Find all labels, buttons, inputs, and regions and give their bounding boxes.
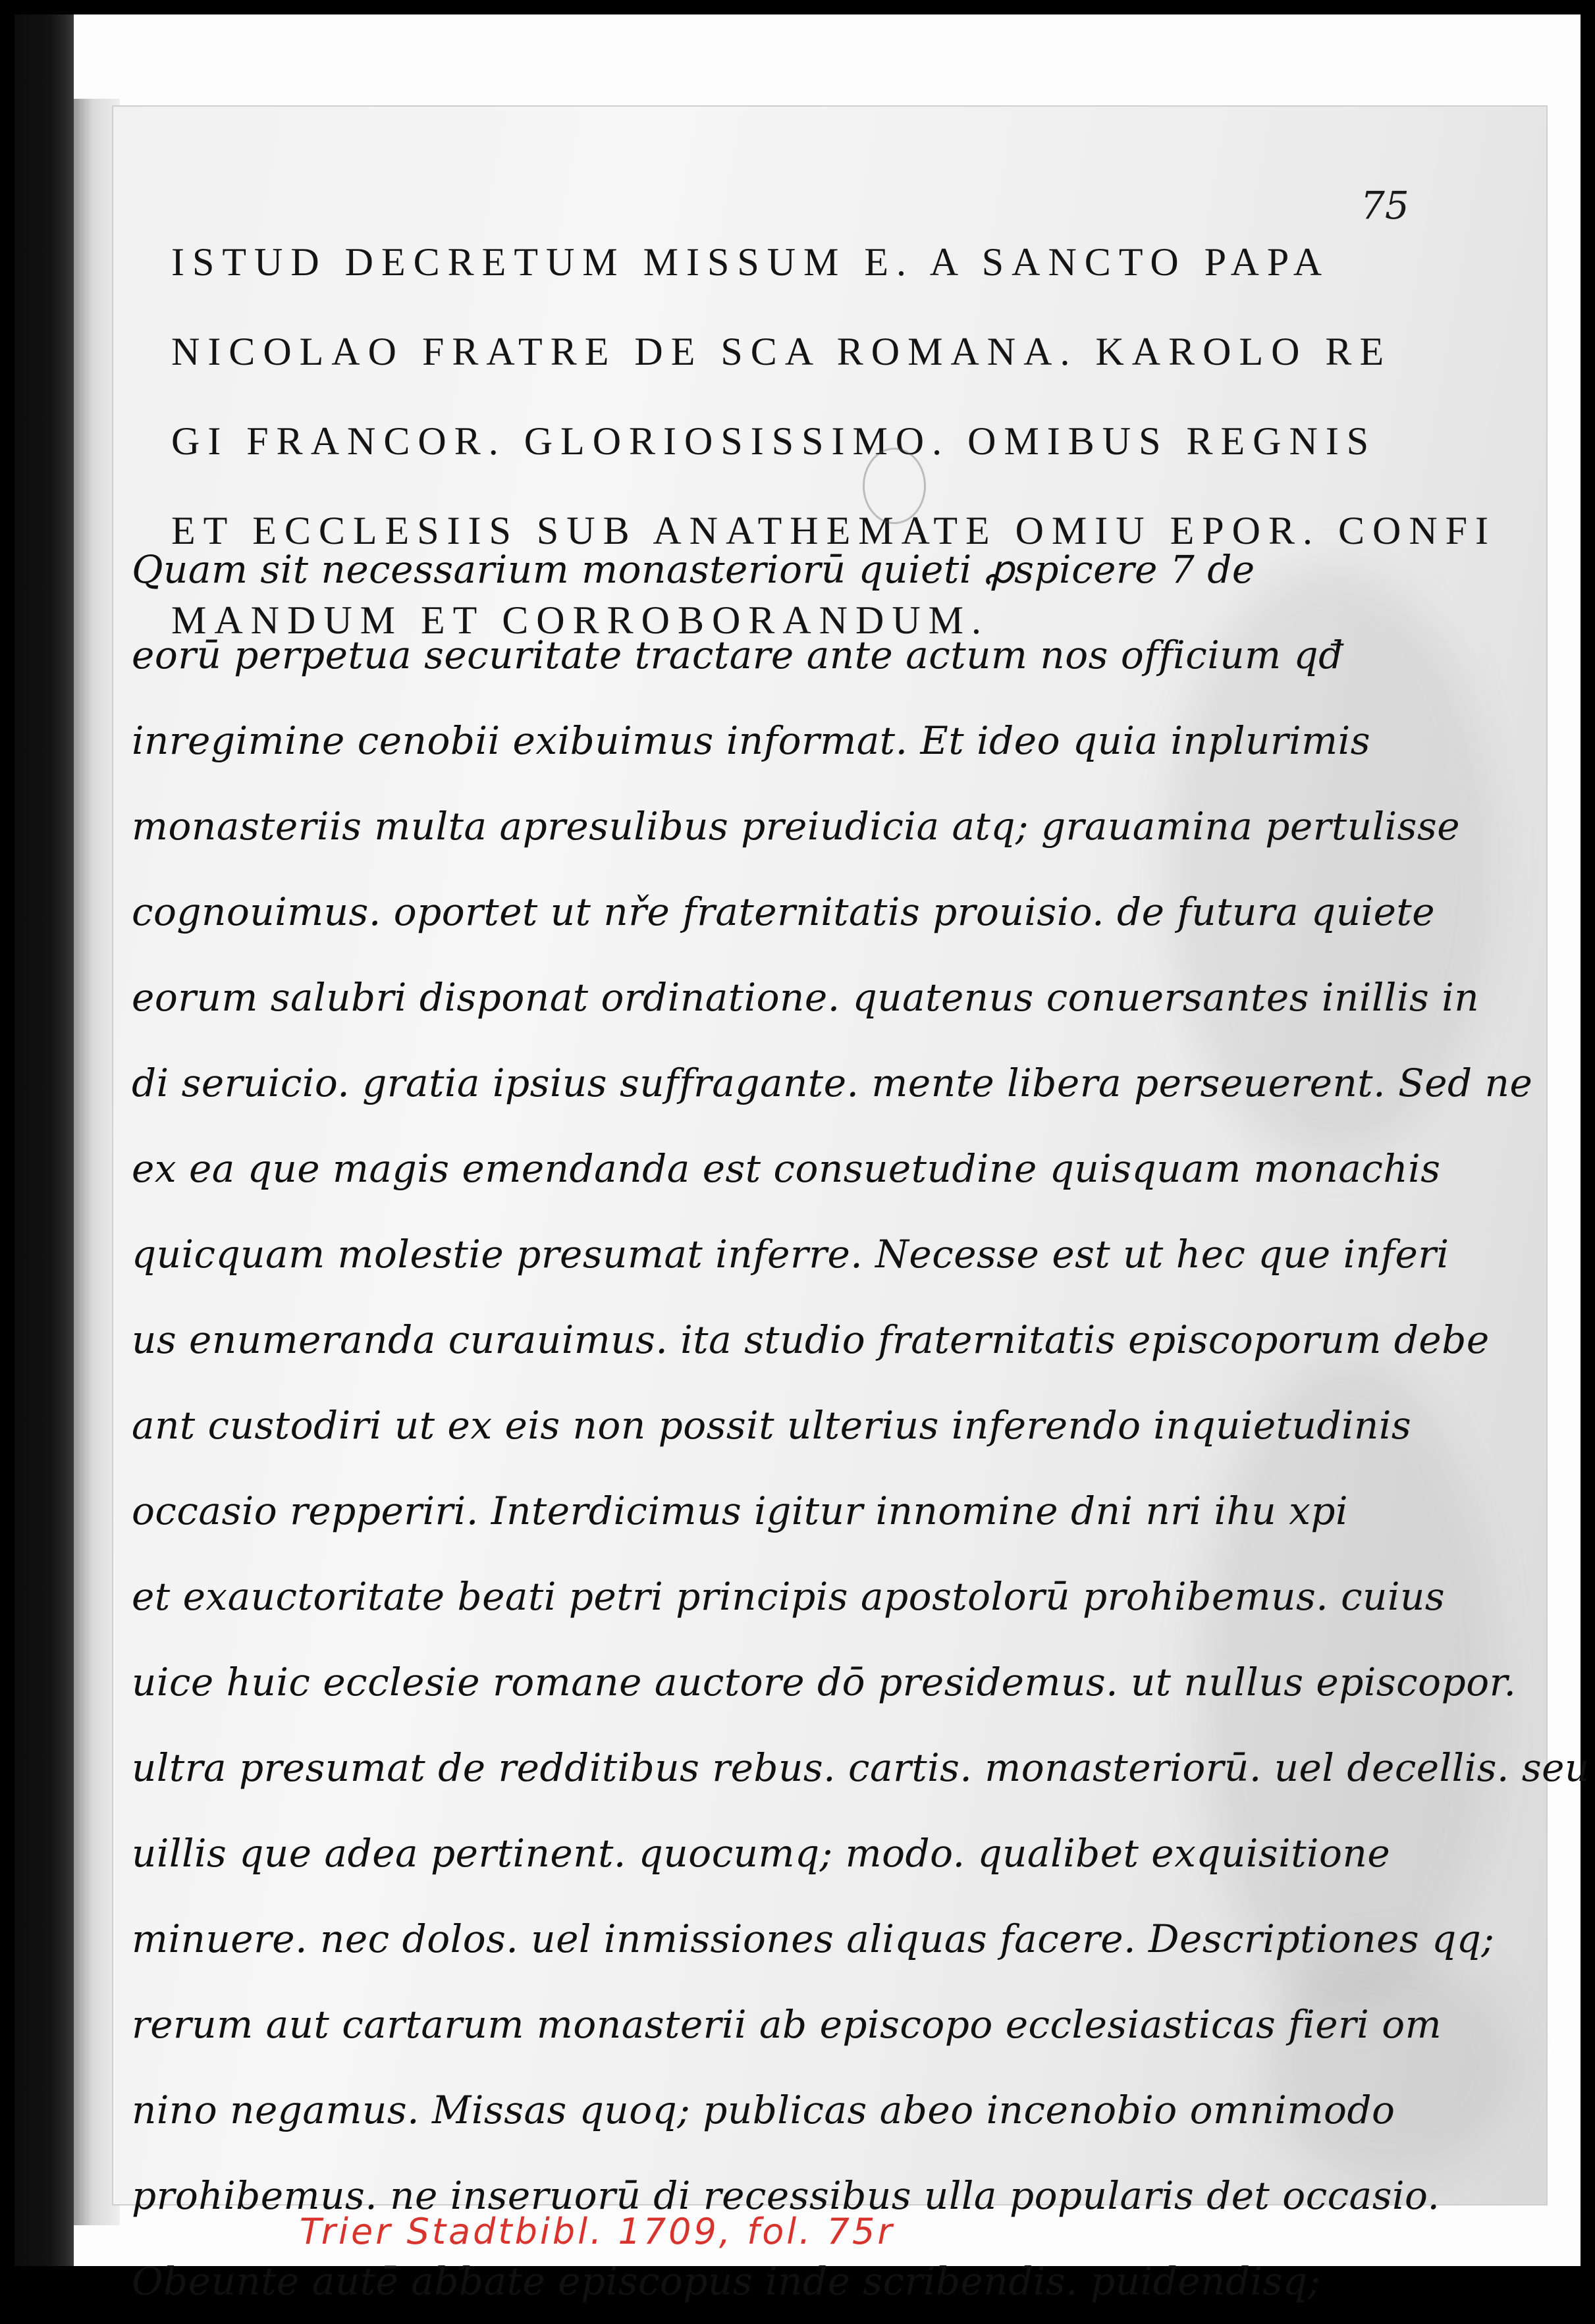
folio-number: 75 xyxy=(1361,183,1409,228)
archive-caption: Trier Stadtbibl. 1709, fol. 75r xyxy=(300,2211,895,2252)
rubric-line: GI FRANCOR. GLORIOSISSIMO. OMIBUS REGNIS xyxy=(171,419,1377,463)
text-line: rerum aut cartarum monasterii ab episcopo ecclesiasticas fieri om xyxy=(132,2002,1442,2047)
main-text-block xyxy=(132,527,1590,2324)
library-stamp xyxy=(863,448,926,524)
text-line: ex ea que magis emendanda est consuetudine quisquam monachis xyxy=(132,1146,1441,1191)
text-line: Obeunte autē abbate episcopus inde scribendis. puidendisq; xyxy=(132,2259,1321,2304)
text-line: uice huic ecclesie romane auctore dō presidemus. ut nullus episcopor. xyxy=(132,1660,1517,1704)
text-line: eorū perpetua securitate tractare ante actum nos officium qđ xyxy=(132,633,1343,677)
text-line: eorum salubri disponat ordinatione. quatenus conuersantes inillis in xyxy=(132,975,1480,1020)
rubric-line: ISTUD DECRETUM MISSUM E. A SANCTO PAPA xyxy=(171,240,1330,284)
text-line: us enumeranda curauimus. ita studio fraternitatis episcoporum debe xyxy=(132,1317,1490,1362)
book-binding-edge xyxy=(14,14,74,2266)
rubric-line: MANDUM ET CORROBORANDUM. xyxy=(171,598,989,642)
text-line: nino negamus. Missas quoq; publicas abeo incenobio omnimodo xyxy=(132,2088,1395,2132)
text-line: Quam sit necessarium monasteriorū quieti ꝓspicere 7 de xyxy=(132,547,1255,592)
text-line: prohibemus. ne inseruorū di recessibus ulla popularis det occasio. xyxy=(132,2173,1440,2218)
text-line: ant custodiri ut ex eis non possit ulterius inferendo inquietudinis xyxy=(132,1403,1412,1448)
text-line: cognouimus. oportet ut nře fraternitatis prouisio. de futura quiete xyxy=(132,889,1436,934)
rubric-line: ET ECCLESIIS SUB ANATHEMATE OMIU EPOR. CONFI xyxy=(171,509,1497,552)
text-line: minuere. nec dolos. uel inmissiones aliquas facere. Descriptiones qq; xyxy=(132,1916,1495,1961)
text-line: inregimine cenobii exibuimus informat. Et ideo quia inplurimis xyxy=(132,718,1370,763)
text-line: occasio repperiri. Interdicimus igitur innomine dni nri ihu xpi xyxy=(132,1489,1349,1533)
rubric-line: NICOLAO FRATRE DE SCA ROMANA. KAROLO RE xyxy=(171,330,1392,373)
text-line: uillis que adea pertinent. quocumq; modo. qualibet exquisitione xyxy=(132,1831,1391,1876)
text-line: monasteriis multa apresulibus preiudicia atq; grauamina pertulisse xyxy=(132,804,1461,849)
text-line: quicquam molestie presumat inferre. Necesse est ut hec que inferi xyxy=(132,1232,1449,1277)
text-line: et exauctoritate beati petri principis apostolorū prohibemus. cuius xyxy=(132,1574,1446,1619)
text-line: ultra presumat de redditibus rebus. cartis. monasteriorū. uel decellis. seu xyxy=(132,1745,1590,1790)
text-line: di seruicio. gratia ipsius suffragante. mente libera perseuerent. Sed ne xyxy=(132,1061,1533,1105)
